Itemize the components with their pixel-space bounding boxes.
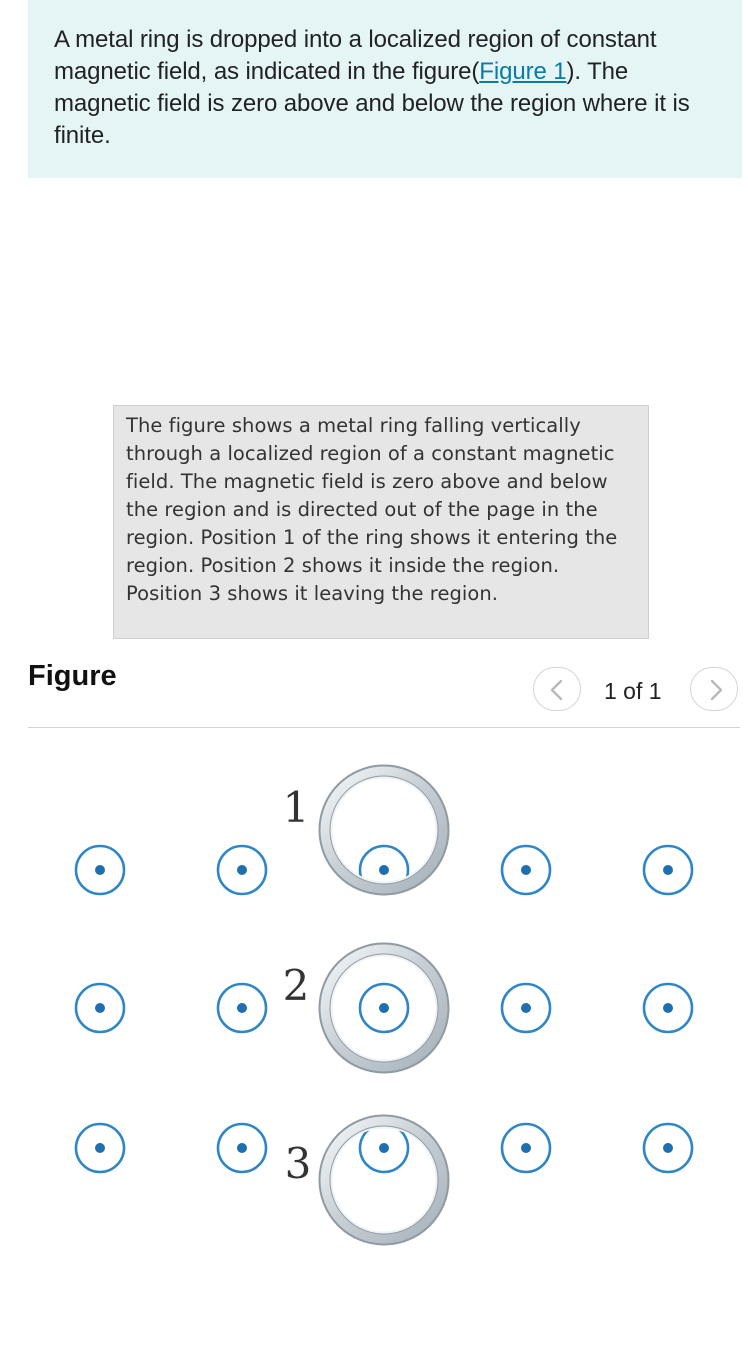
field-out-of-page-symbol	[76, 984, 124, 1032]
field-out-of-page-symbol	[502, 846, 550, 894]
figure-heading: Figure	[28, 660, 117, 692]
field-out-of-page-symbol	[218, 1124, 266, 1172]
field-out-of-page-symbol	[218, 846, 266, 894]
problem-text-end: ). The magnetic field is zero above and below the region where it is finite.	[54, 58, 690, 149]
problem-statement-box	[28, 0, 742, 178]
field-out-of-page-symbol	[502, 1124, 550, 1172]
field-out-of-page-symbol	[644, 1124, 692, 1172]
position-label-2: 2	[282, 961, 310, 1010]
figure-1-link[interactable]: Figure 1	[479, 58, 567, 85]
position-label-1: 1	[282, 783, 310, 832]
field-out-of-page-symbol	[76, 1124, 124, 1172]
figure-alt-text-box	[113, 405, 649, 639]
field-out-of-page-symbol	[360, 984, 408, 1032]
figure-divider	[28, 727, 740, 728]
problem-statement	[54, 24, 718, 152]
next-figure-button[interactable]	[690, 667, 738, 711]
figure-page-indicator: 1 of 1	[604, 678, 662, 704]
chevron-left-icon	[534, 668, 582, 712]
field-out-of-page-symbol	[218, 984, 266, 1032]
position-label-3: 3	[284, 1139, 312, 1188]
previous-figure-button[interactable]	[533, 667, 581, 711]
field-out-of-page-symbol	[502, 984, 550, 1032]
field-out-of-page-symbol	[644, 984, 692, 1032]
field-out-of-page-symbol	[644, 846, 692, 894]
magnetic-field-figure	[0, 730, 748, 1270]
figure-alt-text: The figure shows a metal ring falling vertically through a localized region of a constant magnetic field. The magnetic field is zero above and below the region and is directed out of the page in the region. Position 1 of the ring shows it entering the region. Position 2 shows it inside the region. Position 3 shows it leaving the region.	[126, 414, 618, 605]
problem-text-start: A metal ring is dropped into a localized region of constant magnetic field, as indicated in the figure(	[54, 26, 657, 85]
chevron-right-icon	[691, 668, 739, 712]
field-out-of-page-symbol	[76, 846, 124, 894]
